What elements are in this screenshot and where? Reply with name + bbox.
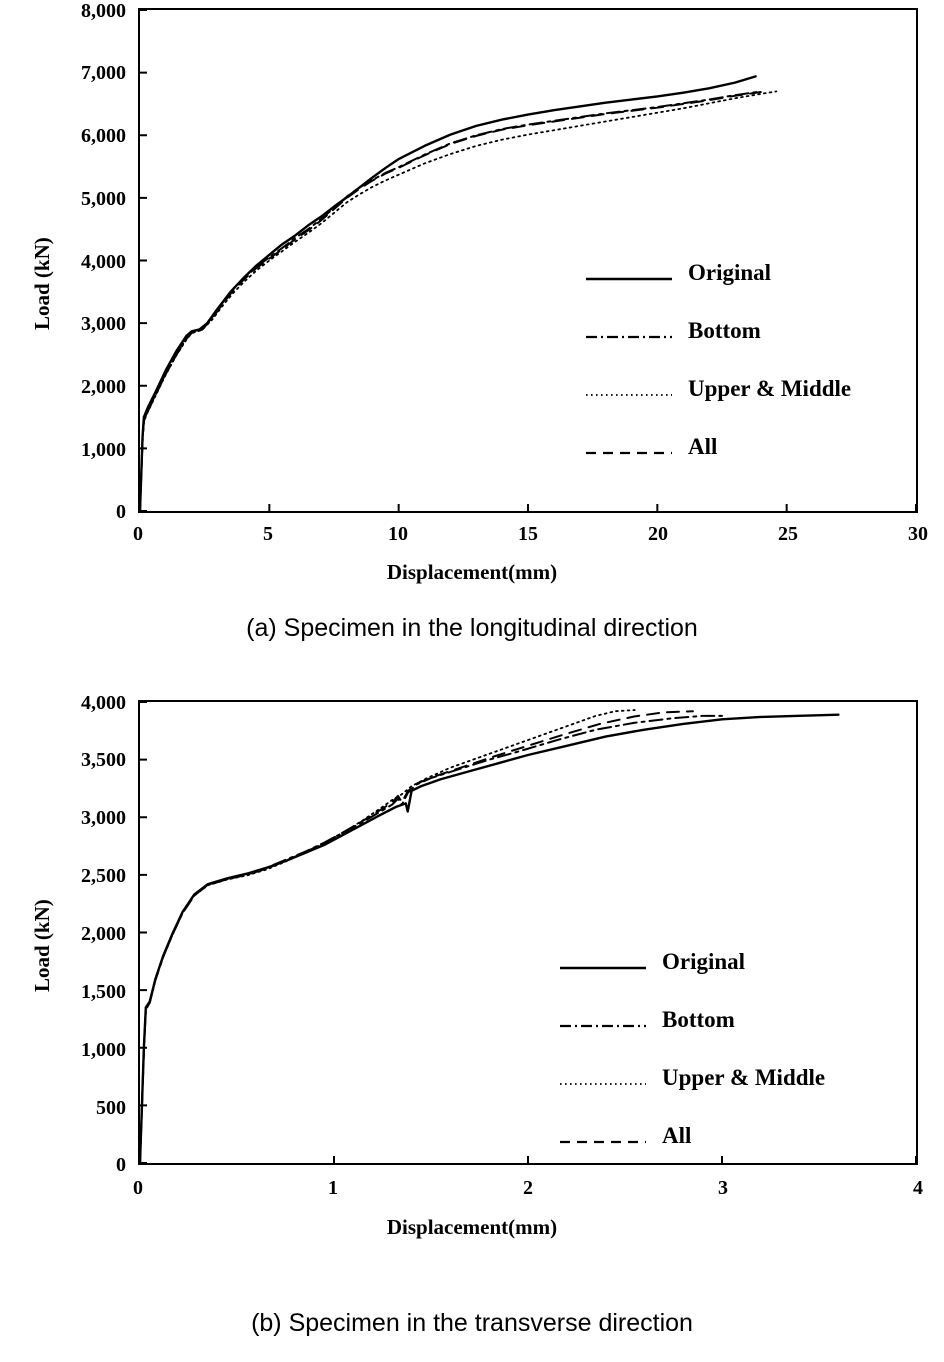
series-line-upper-middle [140, 710, 635, 1163]
chart-a-ytick-3000: 3,000 [81, 313, 126, 335]
legend-label-all: All [662, 1123, 692, 1148]
chart-a-xtick-25: 25 [778, 523, 798, 545]
chart-b-plot-area [138, 700, 918, 1165]
chart-b-ytick-3500: 3,500 [81, 749, 126, 771]
chart-b-xtick-4: 4 [913, 1177, 923, 1199]
chart-b-ytick-500: 500 [96, 1097, 126, 1119]
figure-b-caption: (b) Specimen in the transverse direction [251, 1309, 693, 1337]
legend-label-upper-middle: Upper & Middle [662, 1065, 826, 1090]
chart-a-xtick-5: 5 [263, 523, 273, 545]
legend-label-all: All [688, 434, 718, 459]
figure-a-caption: (a) Specimen in the longitudinal direction [246, 614, 698, 642]
series-line-all [140, 711, 693, 1163]
chart-b-xtick-3: 3 [718, 1177, 728, 1199]
legend-swatch-solid [586, 276, 672, 280]
legend-label-bottom: Bottom [662, 1007, 735, 1032]
legend-swatch-solid [560, 965, 646, 969]
chart-b-ytick-2500: 2,500 [81, 865, 126, 887]
chart-a-ytick-8000: 8,000 [81, 0, 126, 22]
legend-swatch-dotted [586, 392, 672, 396]
chart-a-xtick-0: 0 [133, 523, 143, 545]
chart-b-ytick-2000: 2,000 [81, 923, 126, 945]
chart-b-ytick-4000: 4,000 [81, 692, 126, 714]
legend-label-original: Original [662, 949, 746, 974]
chart-a-ytick-1000: 1,000 [81, 439, 126, 461]
chart-a-ytick-7000: 7,000 [81, 62, 126, 84]
chart-b-xtick-0: 0 [133, 1177, 143, 1199]
chart-b-ytick-1000: 1,000 [81, 1039, 126, 1061]
chart-a-xtick-20: 20 [648, 523, 668, 545]
chart-b-ytick-0: 0 [116, 1154, 126, 1176]
chart-a-ytick-4000: 4,000 [81, 251, 126, 273]
chart-b-curves [140, 702, 916, 1163]
chart-a-ytick-6000: 6,000 [81, 125, 126, 147]
series-line-upper-middle [140, 91, 776, 511]
chart-b-xtick-1: 1 [328, 1177, 338, 1199]
legend-label-upper-middle: Upper & Middle [688, 376, 852, 401]
chart-a-x-axis-title: Displacement(mm) [386, 560, 558, 584]
series-line-original [140, 715, 838, 1163]
legend-swatch-dotted [560, 1081, 646, 1085]
legend-label-original: Original [688, 260, 772, 285]
chart-a-xtick-15: 15 [518, 523, 538, 545]
figure-transverse [0, 672, 944, 1362]
chart-a-ytick-5000: 5,000 [81, 188, 126, 210]
legend-swatch-dashed [586, 450, 672, 454]
series-line-all [140, 92, 761, 511]
figure-longitudinal [0, 0, 944, 660]
legend-swatch-dashdot [560, 1023, 646, 1027]
chart-a-ytick-0: 0 [116, 501, 126, 523]
chart-b-x-axis-title: Displacement(mm) [386, 1215, 558, 1239]
chart-a-xtick-10: 10 [388, 523, 408, 545]
legend-swatch-dashed [560, 1139, 646, 1143]
chart-b-y-axis-title: Load (kN) [30, 899, 54, 992]
chart-a-curves [140, 10, 916, 511]
chart-a-plot-area [138, 8, 918, 513]
legend-swatch-dashdot [586, 334, 672, 338]
chart-b-ytick-3000: 3,000 [81, 807, 126, 829]
chart-a-y-axis-title: Load (kN) [30, 237, 54, 330]
chart-b-xtick-2: 2 [523, 1177, 533, 1199]
chart-a-ytick-2000: 2,000 [81, 376, 126, 398]
chart-a-xtick-30: 30 [908, 523, 928, 545]
legend-label-bottom: Bottom [688, 318, 761, 343]
chart-b-ytick-1500: 1,500 [81, 981, 126, 1003]
